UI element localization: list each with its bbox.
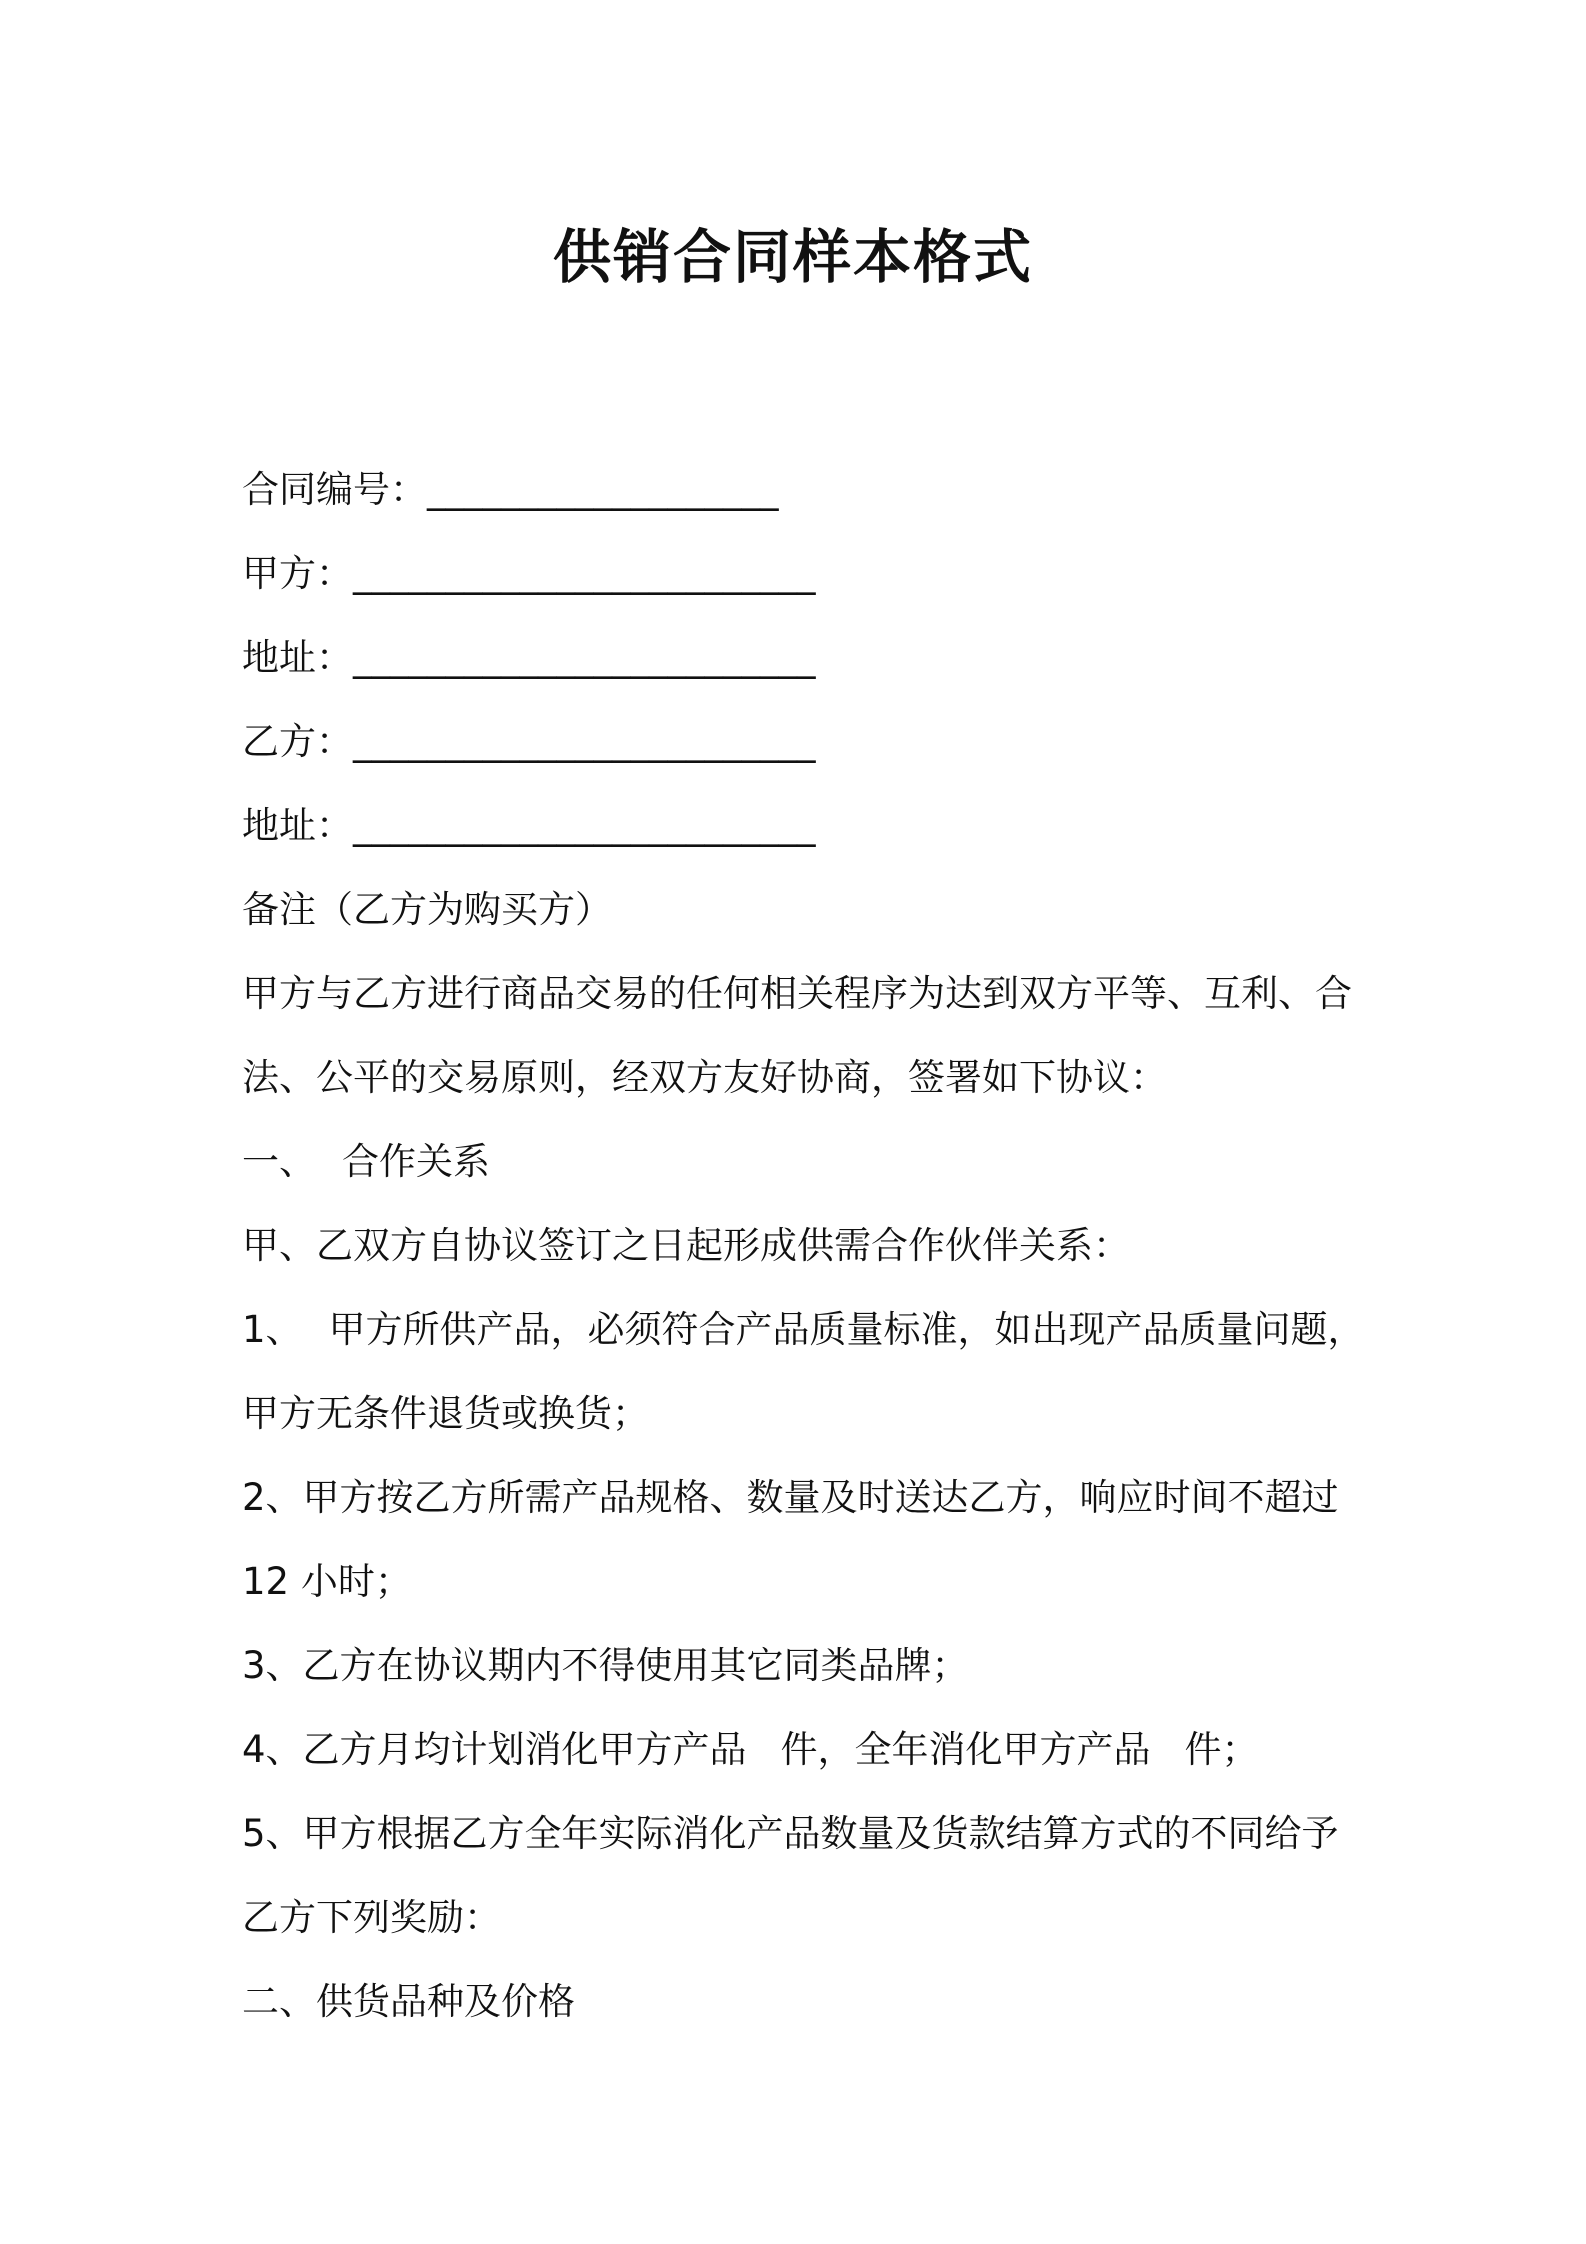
clause-text: 甲方所供产品，必须符合产品质量标准，如出现产品质量问题， <box>328 1308 1365 1351</box>
section-heading-supply: 二、供货品种及价格 <box>242 1980 575 2023</box>
blank-line: _________________________ <box>353 804 816 847</box>
field-label: 合同编号： <box>242 468 427 511</box>
clause-text: 4、乙方月均计划消化甲方产品 <box>242 1728 747 1771</box>
note-line: 备注（乙方为购买方） <box>242 888 612 931</box>
section-title: 合作关系 <box>342 1140 490 1183</box>
clause-2-line: 12 小时； <box>242 1560 412 1603</box>
field-party-a-address <box>242 616 1362 700</box>
clause-number: 1、 <box>242 1308 303 1351</box>
blank-line: _________________________ <box>353 636 816 679</box>
field-contract-number <box>242 448 1362 532</box>
clause-1-line: 甲方无条件退货或换货； <box>242 1392 649 1435</box>
clause-4-line <box>242 1708 1362 1792</box>
field-party-b <box>242 700 1362 784</box>
field-label: 地址： <box>242 804 353 847</box>
clause-5-line: 乙方下列奖励： <box>242 1896 501 1939</box>
clause-5-line: 5、甲方根据乙方全年实际消化产品数量及货款结算方式的不同给予 <box>242 1812 1339 1855</box>
section-heading-cooperation <box>242 1120 1362 1204</box>
blank-line: _________________________ <box>353 552 816 595</box>
blank-line: _________________________ <box>353 720 816 763</box>
field-label: 乙方： <box>242 720 353 763</box>
document-title: 供销合同样本格式 <box>552 223 1033 291</box>
blank-line: ___________________ <box>427 468 779 511</box>
field-party-a <box>242 532 1362 616</box>
document-body <box>242 448 1365 2044</box>
clause-1-line <box>242 1288 1365 1372</box>
intro-paragraph-line: 甲方与乙方进行商品交易的任何相关程序为达到双方平等、互利、合 <box>242 972 1352 1015</box>
clause-3-line: 3、乙方在协议期内不得使用其它同类品牌； <box>242 1644 969 1687</box>
clause-text: 件，全年消化甲方产品 <box>780 1728 1151 1771</box>
section-lead: 甲、乙双方自协议签订之日起形成供需合作伙伴关系： <box>242 1224 1130 1267</box>
field-label: 地址： <box>242 636 353 679</box>
section-number: 一、 <box>242 1140 316 1183</box>
intro-paragraph-line: 法、公平的交易原则，经双方友好协商，签署如下协议： <box>242 1056 1167 1099</box>
clause-text: 件； <box>1184 1728 1259 1771</box>
clause-2-line: 2、甲方按乙方所需产品规格、数量及时送达乙方，响应时间不超过 <box>242 1476 1339 1519</box>
field-label: 甲方： <box>242 552 353 595</box>
field-party-b-address <box>242 784 1362 868</box>
